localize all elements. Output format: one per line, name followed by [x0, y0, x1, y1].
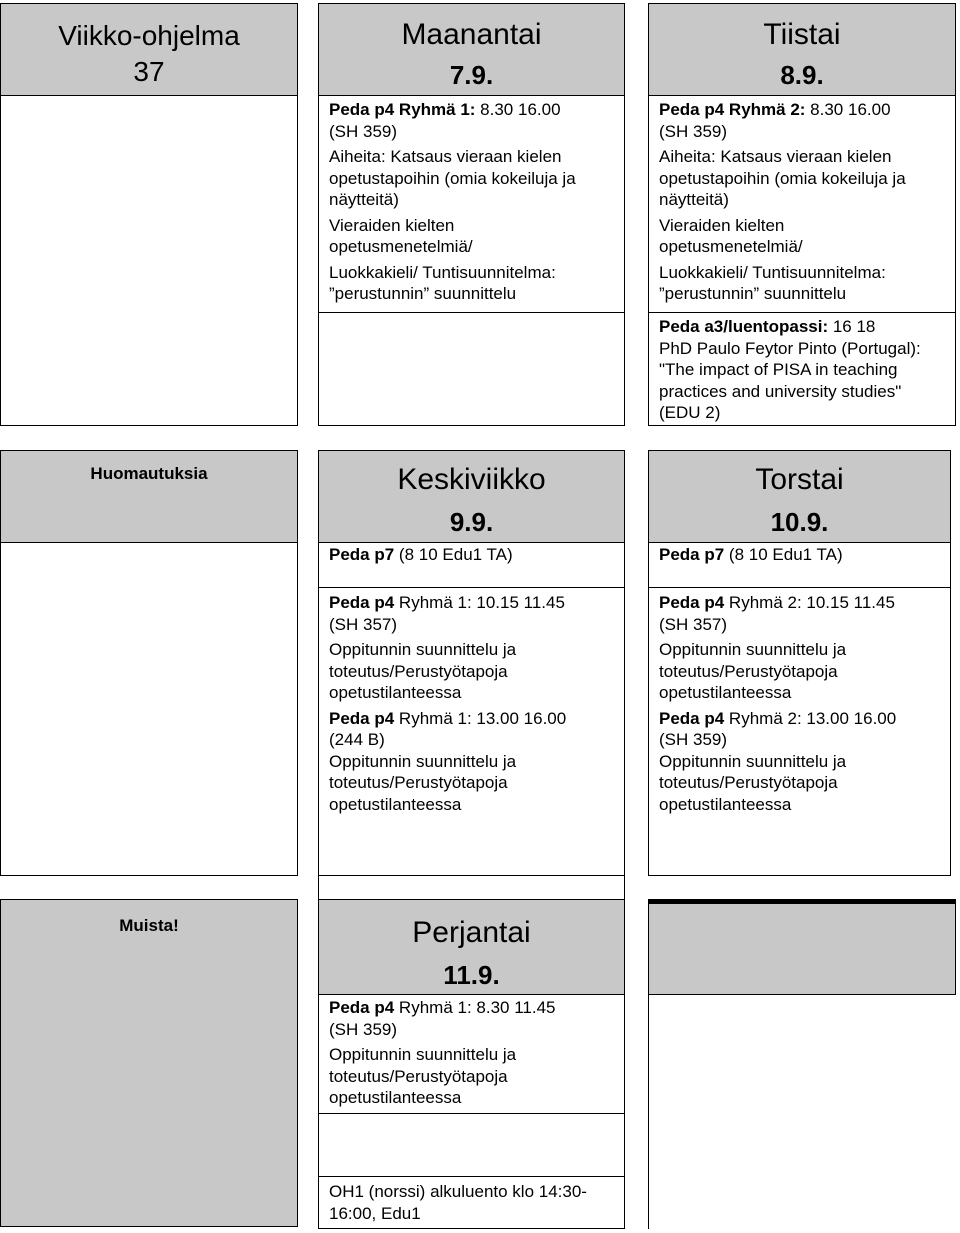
friday-room: (SH 359)	[329, 1019, 398, 1039]
monday-day: Maanantai	[401, 18, 542, 51]
monday-topic-line: opetusmenetelmiä/	[329, 237, 473, 256]
friday-cell-2	[318, 1113, 625, 1177]
wednesday-time-1: Ryhmä 1: 10.15 11.45	[394, 593, 565, 612]
tuesday-lecture-course: Peda a3/luentopassi:	[659, 317, 829, 336]
wednesday-date: 9.9.	[449, 507, 494, 537]
tuesday-topic-line: opetusmenetelmiä/	[659, 237, 803, 256]
friday-cell-3	[318, 1176, 625, 1229]
wednesday-p7-course: Peda p7	[329, 545, 395, 564]
wednesday-course-2: Peda p4	[329, 708, 395, 728]
wednesday-course-1: Peda p4	[329, 593, 395, 612]
notes-area	[0, 542, 298, 876]
tuesday-lecture-line: practices and university studies"	[659, 381, 902, 401]
tuesday-lecture-line: (EDU 2)	[659, 403, 721, 422]
monday-topic-line: opetustapoihin (omia kokeiluja ja	[329, 168, 576, 188]
tuesday-room: (SH 359)	[659, 121, 728, 141]
friday-topic-line: opetustilanteessa	[329, 1088, 462, 1107]
friday-header	[318, 899, 625, 995]
friday-topic-line: Oppitunnin suunnittelu ja	[329, 1045, 517, 1064]
friday-topic-line: toteutus/Perustyötapoja	[329, 1066, 508, 1086]
tuesday-lecture-line: "The impact of PISA in teaching	[659, 360, 898, 379]
wednesday-time-2: Ryhmä 1: 13.00 16.00	[394, 708, 567, 728]
thursday-room-1: (SH 357)	[659, 614, 728, 634]
wednesday-topic-line: opetustilanteessa	[329, 794, 462, 814]
monday-room: (SH 359)	[329, 121, 398, 141]
week-notes-area	[0, 95, 298, 426]
tuesday-topic-line: näytteitä)	[659, 190, 729, 209]
wednesday-topic-line: Oppitunnin suunnittelu ja	[329, 640, 517, 659]
thursday-p7-course: Peda p7	[659, 545, 725, 564]
week-header	[0, 3, 298, 96]
wednesday-topic-line: toteutus/Perustyötapoja	[329, 773, 508, 792]
tuesday-topic-line: ”perustunnin” suunnittelu	[659, 284, 847, 303]
friday-note-line: 16:00, Edu1	[329, 1203, 421, 1223]
thursday-date: 10.9.	[770, 507, 829, 537]
thursday-topic-line: opetustilanteessa	[659, 683, 792, 702]
thursday-topic-line: Oppitunnin suunnittelu ja	[659, 751, 847, 771]
tuesday-lecture-line: PhD Paulo Feytor Pinto (Portugal):	[659, 338, 921, 358]
monday-course: Peda p4 Ryhmä 1:	[329, 100, 476, 119]
monday-topic-line: Luokkakieli/ Tuntisuunnitelma:	[329, 262, 556, 282]
monday-time: 8.30 16.00	[475, 100, 561, 119]
tuesday-course: Peda p4 Ryhmä 2:	[659, 100, 806, 119]
wednesday-room-1: (SH 357)	[329, 614, 398, 634]
thursday-p7-time: (8 10 Edu1 TA)	[724, 545, 843, 564]
notes-header	[0, 450, 298, 543]
wednesday-topic-line: opetustilanteessa	[329, 683, 462, 702]
friday-day: Perjantai	[412, 916, 531, 949]
thursday-header	[648, 450, 951, 543]
monday-topic-line: Aiheita: Katsaus vieraan kielen	[329, 147, 562, 166]
notes-label: Huomautuksia	[90, 464, 208, 483]
friday-time: Ryhmä 1: 8.30 11.45	[394, 998, 556, 1017]
week-title: Viikko-ohjelma	[58, 20, 240, 51]
column-divider	[318, 876, 319, 900]
column-divider	[648, 994, 649, 1229]
tuesday-topic-line: opetustapoihin (omia kokeiluja ja	[659, 168, 906, 188]
week-number: 37	[133, 56, 165, 87]
thursday-day: Torstai	[755, 463, 844, 496]
tuesday-cell-2	[648, 312, 956, 426]
friday-date: 11.9.	[443, 960, 500, 990]
monday-date: 7.9.	[449, 60, 494, 90]
remember-label: Muista!	[119, 916, 179, 935]
thursday-room-2: (SH 359)	[659, 730, 728, 749]
wednesday-room-2: (244 B)	[329, 730, 385, 749]
remember-header	[0, 899, 298, 1227]
thursday-topic-line: opetustilanteessa	[659, 794, 792, 814]
tuesday-time: 8.30 16.00	[805, 100, 891, 119]
tuesday-cell-1	[648, 95, 956, 313]
monday-topic-line: Vieraiden kielten	[329, 215, 455, 235]
wednesday-header	[318, 450, 625, 543]
thursday-time-1: Ryhmä 2: 10.15 11.45	[724, 593, 895, 612]
monday-header	[318, 3, 625, 96]
monday-topic-line: näytteitä)	[329, 190, 399, 209]
thursday-cell-main	[648, 587, 951, 876]
thursday-course-2: Peda p4	[659, 708, 725, 728]
wednesday-topic-line: toteutus/Perustyötapoja	[329, 661, 508, 681]
column-divider	[624, 876, 625, 900]
thursday-course-1: Peda p4	[659, 593, 725, 612]
thursday-time-2: Ryhmä 2: 13.00 16.00	[724, 708, 897, 728]
friday-note-line: OH1 (norssi) alkuluento klo 14:30-	[329, 1182, 587, 1201]
wednesday-topic-line: Oppitunnin suunnittelu ja	[329, 751, 517, 771]
wednesday-cell-top	[318, 542, 625, 588]
tuesday-topic-line: Vieraiden kielten	[659, 215, 785, 235]
tuesday-day: Tiistai	[763, 18, 841, 51]
wednesday-cell-main	[318, 587, 625, 876]
tuesday-date: 8.9.	[780, 60, 824, 90]
friday-course: Peda p4	[329, 998, 395, 1017]
thursday-topic-line: toteutus/Perustyötapoja	[659, 661, 838, 681]
wednesday-day: Keskiviikko	[397, 463, 546, 496]
tuesday-topic-line: Aiheita: Katsaus vieraan kielen	[659, 147, 892, 166]
thursday-topic-line: Oppitunnin suunnittelu ja	[659, 640, 847, 659]
tuesday-lecture-time: 16 18	[828, 317, 876, 336]
monday-topic-line: ”perustunnin” suunnittelu	[329, 284, 517, 303]
wednesday-p7-time: (8 10 Edu1 TA)	[394, 545, 513, 564]
friday-cell-1	[318, 994, 625, 1114]
monday-cell-2	[318, 312, 625, 426]
weekend-header	[648, 903, 956, 995]
thursday-cell-top	[648, 542, 951, 588]
tuesday-header	[648, 3, 956, 96]
thursday-topic-line: toteutus/Perustyötapoja	[659, 773, 838, 792]
tuesday-topic-line: Luokkakieli/ Tuntisuunnitelma:	[659, 262, 886, 282]
monday-cell-1	[318, 95, 625, 313]
